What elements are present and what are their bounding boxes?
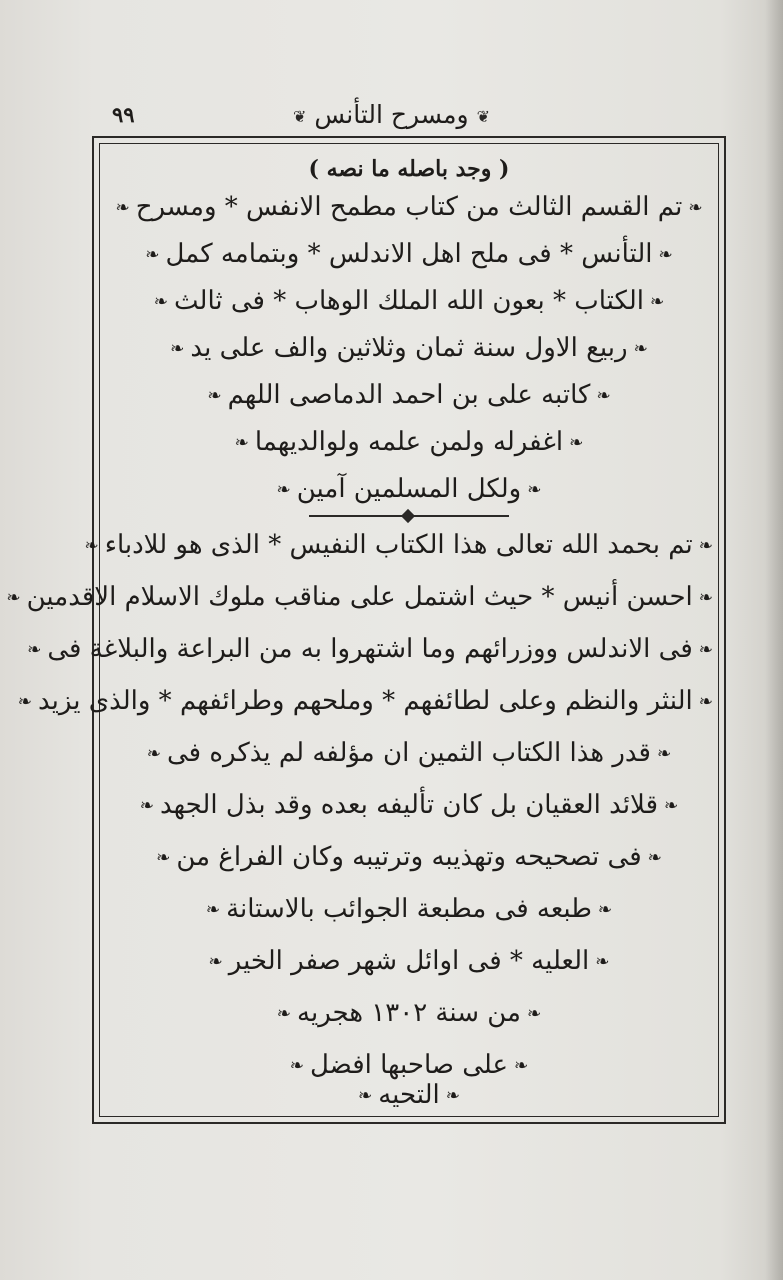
leaf-ornament-icon: ❧: [658, 245, 673, 265]
running-head: [0, 100, 783, 140]
leaf-ornament-icon: ❧: [445, 1086, 461, 1106]
colophon-line-7: [99, 472, 719, 507]
leaf-ornament-icon: ❧: [514, 1056, 529, 1076]
leaf-ornament-icon: ❧: [208, 952, 223, 972]
leaf-ornament-icon: ❧: [698, 588, 713, 608]
leaf-ornament-icon: ❧: [357, 1086, 373, 1106]
printer-line-4: [17, 684, 719, 719]
printer-line-3: [27, 632, 719, 667]
colophon-line-text: تم القسم الثالث من كتاب مطمح الانفس * ومسرح: [135, 192, 683, 222]
leaf-ornament-icon: ❧: [597, 900, 613, 920]
leaf-ornament-icon: ❧: [633, 339, 648, 359]
colophon-line-text: كاتبه على بن احمد الدماصى اللهم: [227, 380, 591, 410]
printer-line-7: [99, 840, 719, 875]
printer-line-text: فى تصحيحه وتهذيبه وترتيبه وكان الفراغ من: [176, 842, 642, 872]
leaf-ornament-icon: ❧: [664, 796, 679, 816]
leaf-ornament-icon: ❧: [596, 386, 611, 406]
leaf-ornament-icon: ❧: [145, 245, 160, 265]
leaf-ornament-icon: ❧: [115, 198, 130, 218]
leaf-ornament-icon: ❧: [6, 588, 21, 608]
colophon-line-text: ولكل المسلمين آمين: [296, 474, 522, 504]
printer-line-1: [84, 528, 719, 563]
printer-line-text: فى الاندلس ووزرائهم وما اشتهروا به من البراعة والبلاغة فى: [47, 634, 693, 664]
leaf-ornament-icon: ❧: [17, 692, 32, 712]
leaf-ornament-icon: ❧: [698, 536, 713, 556]
colophon-line-text: التأنس * فى ملح اهل الاندلس * وبتمامه كمل: [165, 239, 653, 269]
leaf-ornament-icon: ❧: [170, 339, 185, 359]
colophon-line-text: الكتاب * بعون الله الملك الوهاب * فى ثالث: [174, 286, 644, 316]
colophon-line-3: [99, 284, 719, 319]
leaf-ornament-icon: ❧: [289, 1056, 304, 1076]
leaf-ornament-icon: ❧: [526, 1004, 542, 1024]
leaf-ornament-icon: ❧: [146, 744, 161, 764]
colophon-line-1: [99, 190, 719, 225]
printer-line-2: [6, 580, 719, 615]
running-title: [0, 100, 783, 129]
printer-line-9: [99, 944, 719, 979]
leaf-ornament-icon: ❧: [698, 640, 713, 660]
leaf-ornament-icon: ❦: [476, 107, 490, 126]
printer-line-text: من سنة ١٣٠٢ هجريه: [297, 998, 521, 1028]
diamond-rule-divider: [309, 509, 509, 523]
leaf-ornament-icon: ❧: [153, 292, 169, 312]
leaf-ornament-icon: ❧: [656, 744, 672, 764]
printer-line-12: [99, 1078, 719, 1113]
leaf-ornament-icon: ❧: [139, 796, 154, 816]
printer-line-text: تم بحمد الله تعالى هذا الكتاب النفيس * الذى هو للادباء: [104, 530, 693, 560]
printer-line-6: [99, 788, 719, 823]
printer-line-text: قدر هذا الكتاب الثمين ان مؤلفه لم يذكره فى: [167, 738, 651, 768]
leaf-ornament-icon: ❦: [292, 107, 307, 126]
printer-line-text: طبعه فى مطبعة الجوائب بالاستانة: [226, 894, 592, 924]
leaf-ornament-icon: ❧: [569, 433, 584, 453]
printer-line-5: [99, 736, 719, 771]
printer-line-10: [99, 996, 719, 1031]
printer-line-text: العليه * فى اوائل شهر صفر الخير: [228, 946, 590, 976]
leaf-ornament-icon: ❧: [84, 536, 99, 556]
leaf-ornament-icon: ❧: [698, 692, 713, 712]
page-edge-shadow: [765, 0, 783, 1280]
printer-line-text: على صاحبها افضل: [309, 1050, 509, 1080]
leaf-ornament-icon: ❧: [276, 480, 291, 500]
leaf-ornament-icon: ❧: [647, 848, 662, 868]
colophon-line-text: ربيع الاول سنة ثمان وثلاثين والف على يد: [190, 333, 628, 363]
leaf-ornament-icon: ❧: [688, 198, 703, 218]
leaf-ornament-icon: ❧: [527, 480, 542, 500]
colophon-line-2: [99, 237, 719, 272]
leaf-ornament-icon: ❧: [276, 1004, 292, 1024]
colophon-line-4: [99, 331, 719, 366]
printer-line-8: [99, 892, 719, 927]
leaf-ornament-icon: ❧: [205, 900, 221, 920]
leaf-ornament-icon: ❧: [207, 386, 222, 406]
colophon-line-text: اغفرله ولمن علمه ولوالديهما: [254, 427, 564, 457]
printer-line-text: التحيه: [378, 1080, 440, 1110]
colophon-line-6: [99, 425, 719, 460]
colophon-line-5: [99, 378, 719, 413]
page-number: ٩٩: [112, 102, 135, 127]
printer-line-text: احسن أنيس * حيث اشتمل على مناقب ملوك الاسلام الاقدمين: [26, 582, 693, 612]
printer-line-text: النثر والنظم وعلى لطائفهم * وملحهم وطرائفهم * والذى يزيد: [37, 686, 693, 716]
printer-line-text: قلائد العقيان بل كان تأليفه بعده وقد بذل الجهد: [160, 790, 658, 820]
colophon-heading: ( وجد باصله ما نصه ): [308, 156, 510, 182]
leaf-ornament-icon: ❧: [595, 952, 610, 972]
running-title-text: ومسرح التأنس: [314, 100, 469, 129]
diamond-icon: [401, 509, 415, 523]
leaf-ornament-icon: ❧: [156, 848, 171, 868]
leaf-ornament-icon: ❧: [234, 433, 249, 453]
leaf-ornament-icon: ❧: [27, 640, 42, 660]
leaf-ornament-icon: ❧: [649, 292, 665, 312]
